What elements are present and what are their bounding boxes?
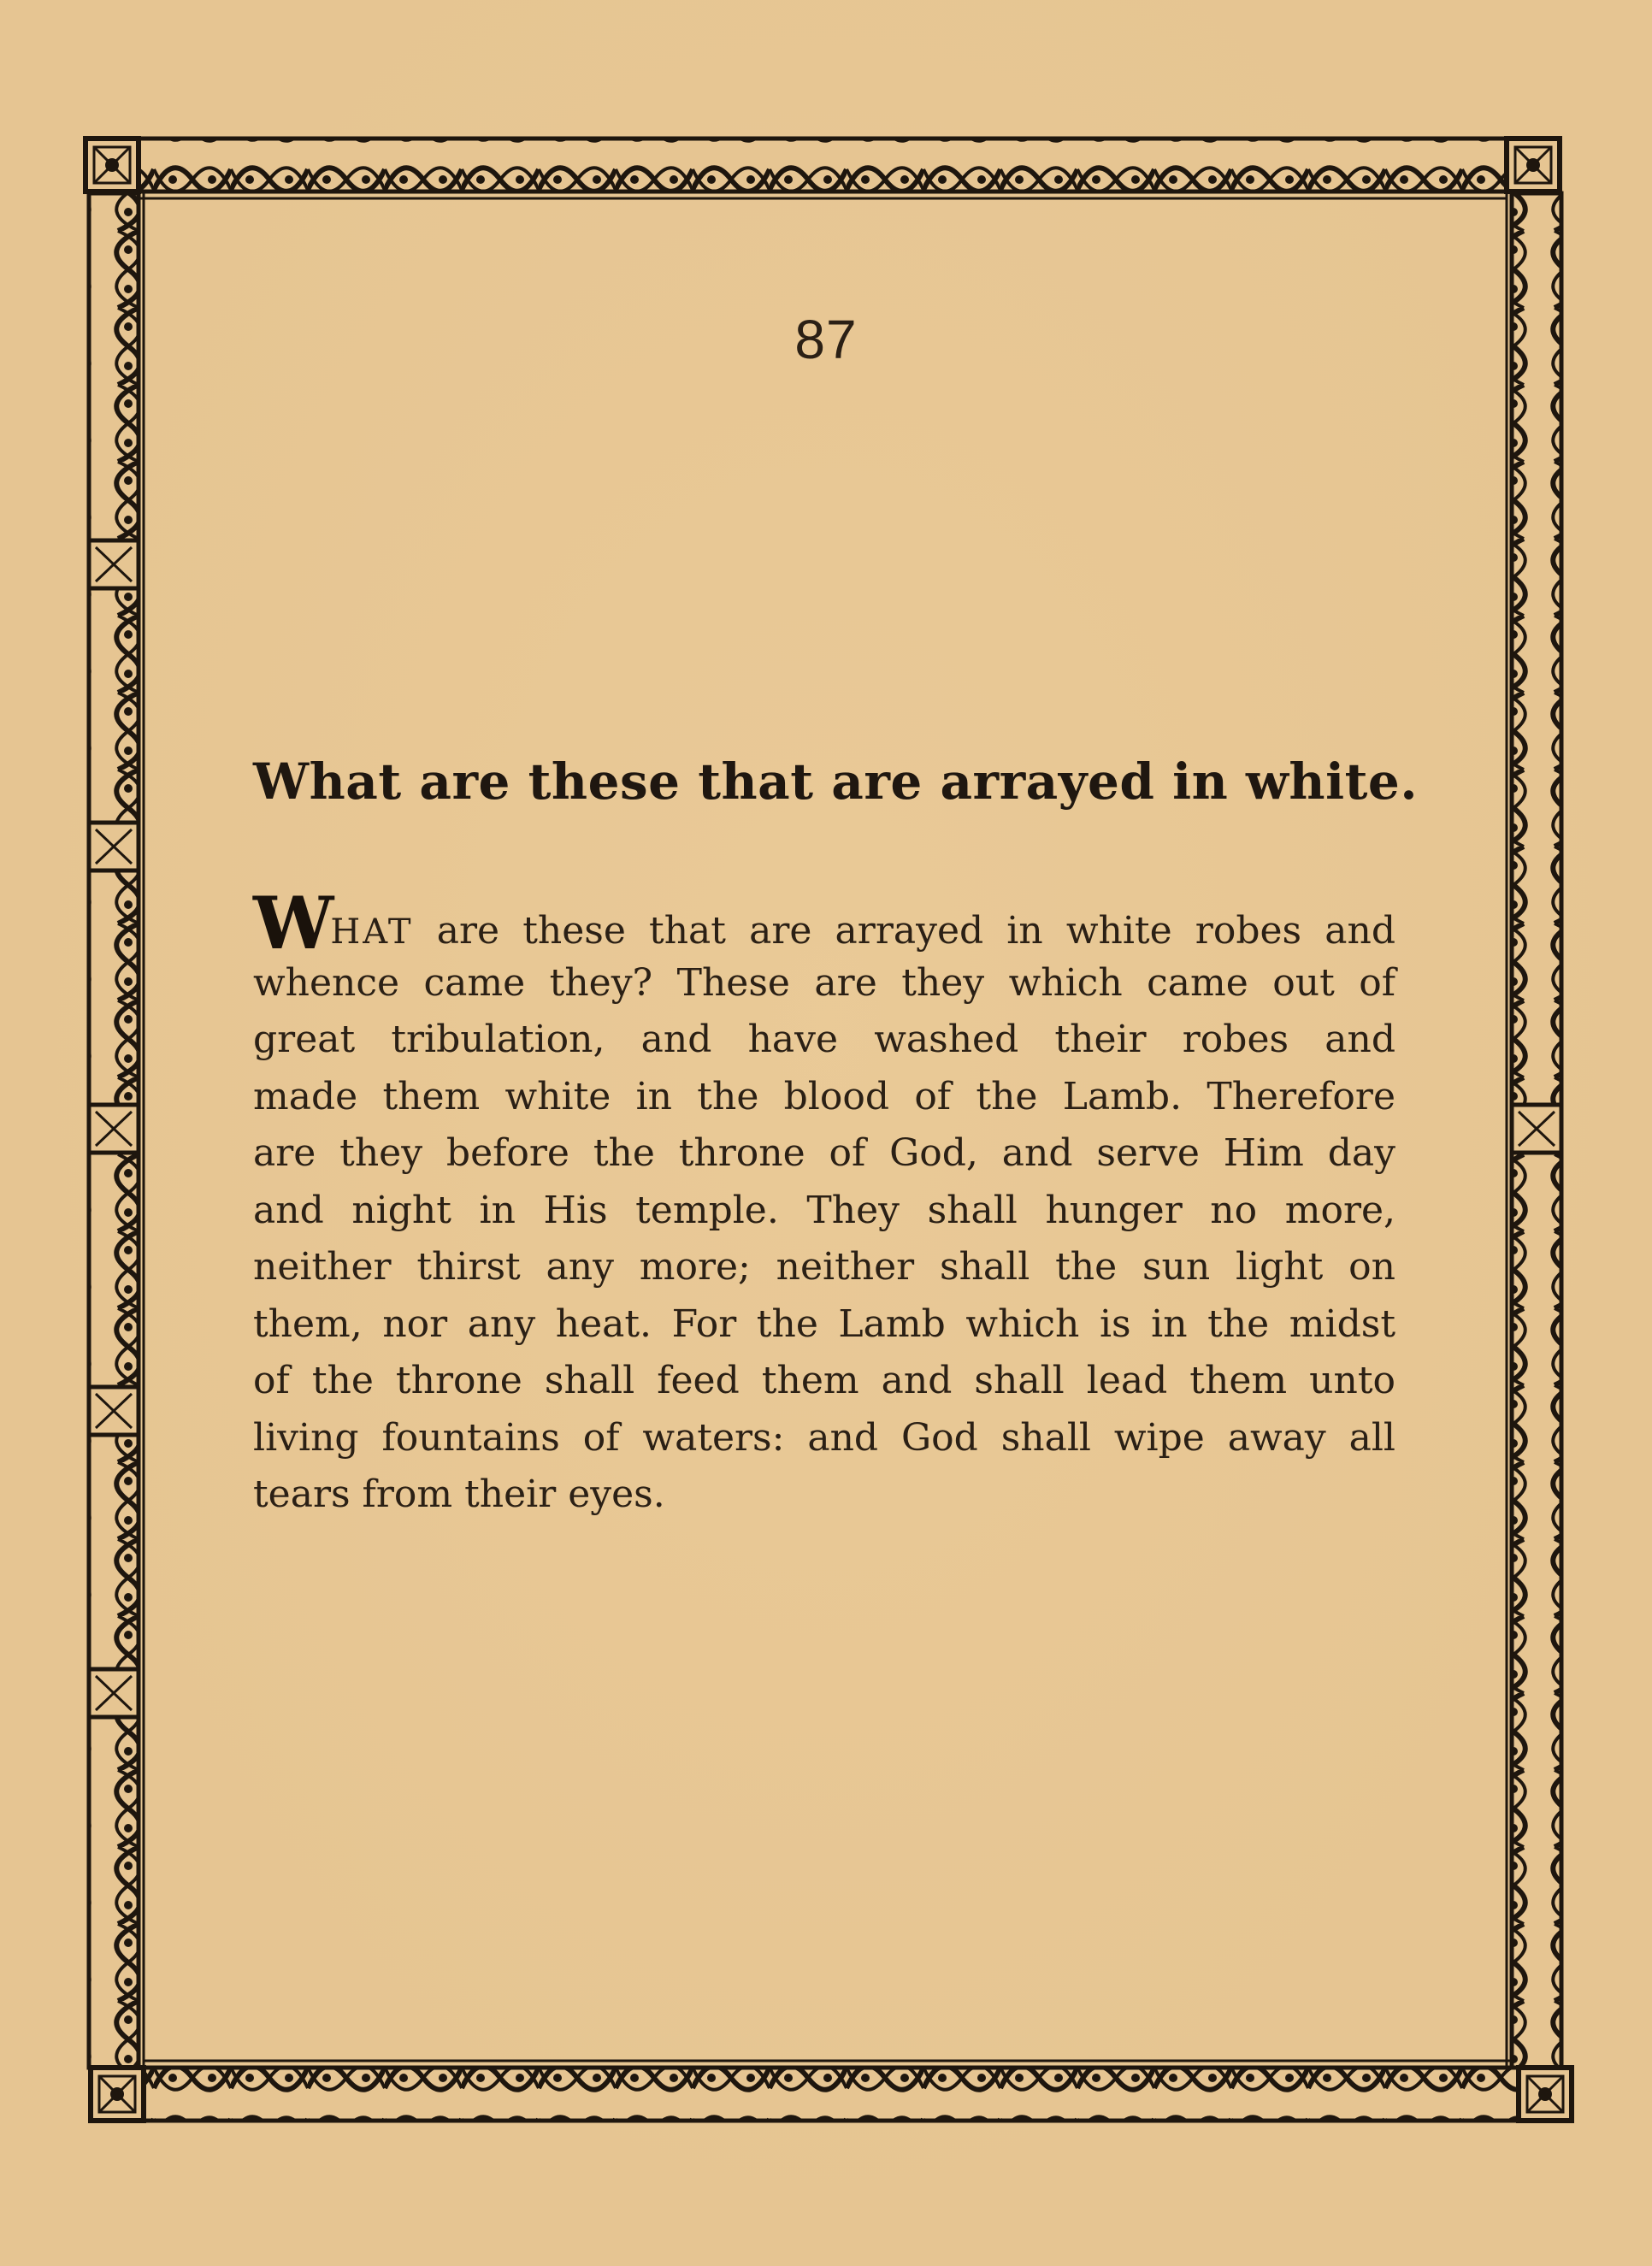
text-line-last: tears from their eyes. — [253, 1472, 665, 1516]
text-line: made them white in the blood of the Lamb. Therefore — [253, 1074, 1395, 1118]
text-line-content: are these that are arrayed in white robes and — [413, 909, 1395, 953]
border-bottom — [144, 2061, 1522, 2121]
corner-ornament-bottom-right — [1519, 2068, 1572, 2121]
text-line: living fountains of waters: and God shall wipe away all — [253, 1415, 1395, 1460]
page-title: What are these that are arrayed in white. — [253, 752, 1419, 811]
body-paragraph — [253, 881, 1395, 1524]
text-line: and night in His temple. They shall hunger no more, — [253, 1188, 1395, 1232]
text-line: of the throne shall feed them and shall lead them unto — [253, 1359, 1395, 1402]
border-top — [139, 139, 1507, 198]
side-rosette-right — [1512, 1105, 1561, 1153]
text-line: neither thirst any more; neither shall the sun light on — [253, 1245, 1395, 1289]
text-line: great tribulation, and have washed their robes and — [253, 1018, 1395, 1061]
text-line: them, nor any heat. For the Lamb which is in the midst — [253, 1301, 1395, 1346]
text-line: are they before the throne of God, and serve Him day — [253, 1131, 1395, 1175]
text-line — [253, 881, 1395, 965]
corner-ornament-top-left — [86, 139, 139, 192]
corner-ornament-top-right — [1507, 139, 1560, 192]
page-number: 87 — [794, 309, 858, 370]
drop-cap: W — [253, 881, 331, 965]
text-line: whence came they? These are they which came out of — [253, 960, 1395, 1005]
corner-ornament-bottom-left — [91, 2068, 144, 2121]
first-word-smallcaps: HAT — [330, 912, 414, 952]
